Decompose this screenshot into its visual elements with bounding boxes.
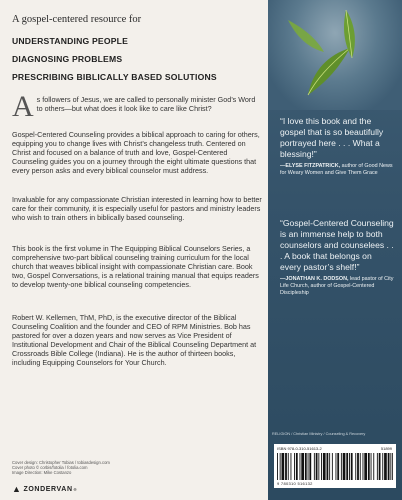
quote-credential: author of Good News for Weary Women and Give Them Grace [280, 163, 393, 176]
barcode-bar [321, 453, 322, 480]
barcode-bar [349, 453, 350, 480]
barcode-bar [316, 453, 318, 480]
quote-author: —JONATHAN K. DODSON, [280, 276, 349, 282]
barcode-bar [329, 453, 330, 480]
barcode-bar [390, 453, 391, 480]
barcode-bar [280, 453, 281, 480]
barcode-bar [294, 453, 295, 480]
barcode-bar [337, 453, 339, 480]
barcode-bar [277, 453, 278, 480]
category-label: RELIGION / Christian Ministry / Counseling & Recovery [272, 432, 366, 436]
paragraph-audience: Invaluable for any compassionate Christian interested in learning how to better care for their community, it is especially useful for pastors and ministry leaders who wish to train others in biblically based counseling. [12, 195, 262, 222]
barcode-bar [377, 453, 378, 480]
leaf-icon [268, 0, 402, 110]
heading-prescribing: PRESCRIBING BIBLICALLY BASED SOLUTIONS [12, 72, 217, 82]
barcode-bar [332, 453, 333, 480]
quote-text: “I love this book and the gospel that is so beautifully portrayed here . . . What a blessing!” [280, 116, 384, 159]
barcode-bar [301, 453, 304, 480]
endorsement-quote [280, 218, 394, 296]
quote-text: “Gospel-Centered Counseling is an immense help to both counselors and counselees . . . A book that belongs on every pastor’s shelf!” [280, 218, 394, 272]
barcode-bar [343, 453, 346, 480]
heading-diagnosing: DIAGNOSING PROBLEMS [12, 54, 123, 64]
barcode-bar [364, 453, 367, 480]
barcode-bar [392, 453, 393, 480]
leaf-photo [268, 0, 402, 110]
barcode-bar [382, 453, 383, 480]
quote-credential: lead pastor of City Life Church, author of Gospel-Centered Discipleship [280, 276, 394, 296]
endorsement-quote [280, 116, 394, 177]
barcode-bar [305, 453, 307, 480]
barcode-bars [277, 453, 393, 480]
publisher-name: ZONDERVAN [23, 485, 73, 493]
zondervan-mark-icon: ▲ [12, 484, 22, 494]
drop-cap: A [12, 90, 34, 123]
barcode-bar [285, 453, 287, 480]
barcode-bar [291, 453, 292, 480]
barcode-bar [336, 453, 337, 480]
barcode-bar [296, 453, 298, 480]
barcode-bar [323, 453, 326, 480]
barcode-bar [360, 453, 361, 480]
barcode-bar [379, 453, 381, 480]
paragraph-description: Gospel-Centered Counseling provides a biblical approach to caring for others, equipping you to change lives with Christ’s changeless truth. Centered on Christ and focused on a balance of truth and love, Gospel-Centered Counseling guides you on a journey through the eight ultimate questions that every person asks and every biblical counselor must address. [12, 130, 260, 175]
quote-attribution [280, 276, 394, 296]
barcode-bar [371, 453, 372, 480]
barcode-bar [314, 453, 315, 480]
quote-attribution [280, 163, 394, 177]
barcode-bar [308, 453, 309, 480]
quote-author: —ELYSE FITZPATRICK, [280, 163, 341, 169]
paragraph-author-bio: Robert W. Kellemen, ThM, PhD, is the executive director of the Biblical Counseling Coalition and the founder and CEO of RPM Ministries. Bob has pastored for over a dozen years and now serves as Vice President of Institutional Development and Chair of the Biblical Counseling Department at Crossroads Bible College (Indiana). He is the author of thirteen books, including Equipping Counselors for Your Church. [12, 313, 257, 367]
credit-line: Cover design: Christopher Tobias / tobiasdesign.com [12, 460, 110, 465]
tagline: A gospel-centered resource for [12, 14, 142, 25]
barcode-bar [300, 453, 301, 480]
barcode-bar [363, 453, 364, 480]
barcode-bar [288, 453, 289, 480]
credit-line: Cover photo © corbis/fotolia / fotolia.com [12, 465, 88, 470]
barcode-bar [327, 453, 329, 480]
isbn-label: ISBN 978-0-310-51613-2 [277, 446, 322, 451]
isbn-number: 9 780310 516132 [277, 481, 313, 486]
barcode-bar [318, 453, 319, 480]
barcode-bar [282, 453, 285, 480]
barcode-bar [388, 453, 390, 480]
barcode-bar [341, 453, 342, 480]
barcode-bar [355, 453, 356, 480]
publisher-logo [12, 484, 77, 494]
cover-credits [12, 460, 212, 475]
barcode-bar [351, 453, 353, 480]
barcode [274, 444, 396, 488]
barcode-bar [346, 453, 348, 480]
credit-line: Image Direction: Mike Costanzo [12, 470, 72, 475]
barcode-bar [357, 453, 359, 480]
intro-text: s followers of Jesus, we are called to personally minister God’s Word to others—but what does it look like to care like Christ? [36, 95, 256, 113]
intro-paragraph [12, 90, 262, 123]
barcode-bar [384, 453, 387, 480]
paragraph-series: This book is the first volume in The Equipping Biblical Counselors Series, a comprehensive two-part biblical counseling training curriculum for the local church that weaves biblical insight with compassionate Christian care. Book two, Gospel Conversations, is a relational training manual that equips readers to develop twenty-one biblical counseling competencies. [12, 244, 259, 289]
barcode-bar [368, 453, 370, 480]
price-code: 51899 [380, 446, 392, 451]
heading-understanding: UNDERSTANDING PEOPLE [12, 36, 129, 46]
publisher-suffix: ® [73, 486, 78, 492]
barcode-bar [309, 453, 311, 480]
barcode-bar [373, 453, 374, 480]
